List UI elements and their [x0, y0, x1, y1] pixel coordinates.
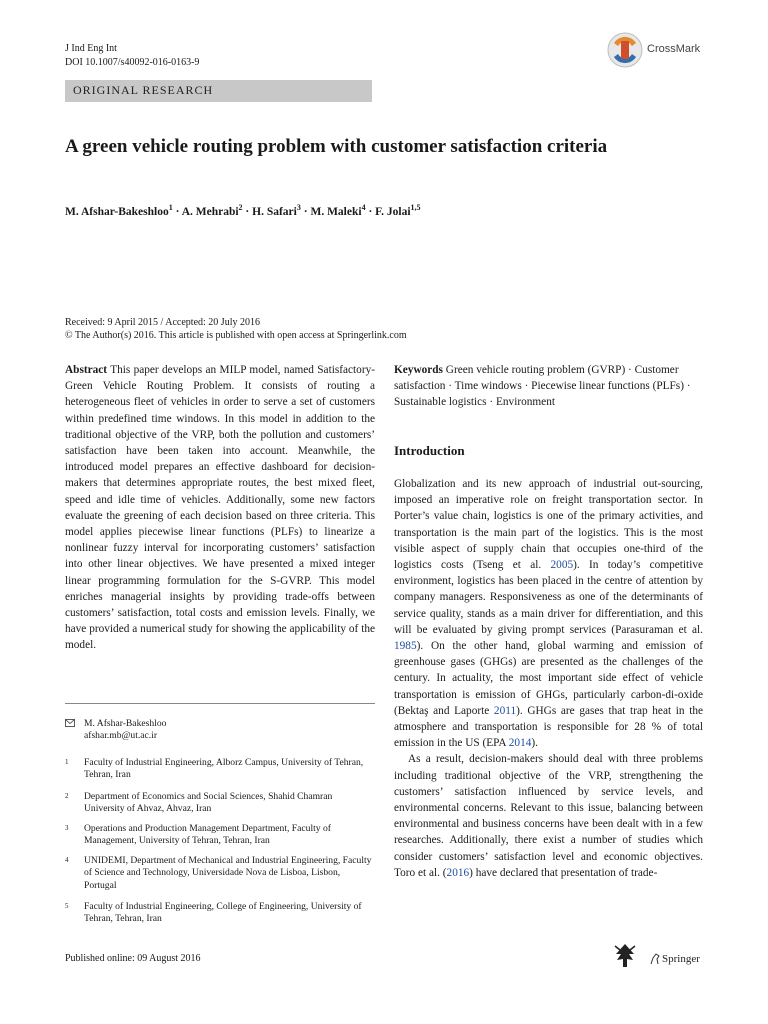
springer-wordmark: Springer: [662, 953, 700, 965]
paper-title: A green vehicle routing problem with customer satisfaction criteria: [65, 136, 608, 157]
affiliation-number: 3: [65, 824, 69, 832]
affiliation-text: Department of Economics and Social Sciences, Shahid Chamran University of Ahvaz, Ahvaz, Iran: [84, 791, 333, 815]
footnote-divider: [65, 703, 375, 704]
keyword[interactable]: Sustainable logistics: [394, 396, 487, 409]
author[interactable]: F. Jolai: [375, 205, 411, 218]
affiliation-text: Faculty of Industrial Engineering, College of Engineering, University of Tehran, Tehran, Iran: [84, 901, 362, 925]
author-affiliation: 1,5: [410, 203, 421, 212]
introduction-body: [394, 476, 703, 881]
intro-text: As a result, decision-makers should deal with three problems including traditional objective of the VRP, strengthening the customers’ satisfaction influenced by service levels, and environmental concerns. Relevant to this issue, balancing between environmental and business concerns have been dealt with in a few researches. Additionally, there exist a number of studies which consider customers’ satisfaction level and economic objectives. Toro et al. (: [394, 753, 703, 879]
author[interactable]: M. Maleki: [310, 205, 362, 218]
citation-link[interactable]: 2005: [550, 559, 574, 572]
copyright-notice: © The Author(s) 2016. This article is published with open access at Springerlink.com: [65, 330, 407, 341]
author[interactable]: M. Afshar-Bakeshloo: [65, 205, 169, 218]
affiliation-item: [65, 901, 375, 926]
affiliation-number: 4: [65, 856, 69, 864]
affiliation-number: 2: [65, 792, 69, 800]
affiliation-item: [65, 791, 375, 816]
section-label: ORIGINAL RESEARCH: [73, 83, 214, 97]
doi[interactable]: DOI 10.1007/s40092-016-0163-9: [65, 57, 200, 68]
section-label-bar: [65, 80, 372, 102]
citation-link[interactable]: 1985: [394, 640, 417, 653]
introduction-heading: Introduction: [394, 443, 465, 458]
abstract-label: Abstract: [65, 364, 108, 376]
intro-text: ). GHGs are gases that trap heat in the atmosphere and transportation is responsible for 28 % of total emission in the US (EPA: [394, 704, 703, 750]
affiliation-item: [65, 823, 375, 848]
keyword[interactable]: Green vehicle routing problem (GVRP): [445, 364, 626, 376]
author[interactable]: H. Safari: [252, 205, 297, 218]
corresponding-author: [65, 718, 375, 743]
intro-paragraph-1: [394, 476, 703, 751]
intro-text: ).: [531, 737, 538, 750]
abstract-text: This paper develops an MILP model, named Satisfactory-Green Vehicle Routing Problem. It consists of routing a heterogeneous fleet of vehicles in order to serve a set of customers within predefined time windows. In this model in addition to the traditional objective of the VRP, both the pollution and customers’ satisfaction have been taken into account. Meanwhile, the introduced model prepares an effective dashboard for decision-makers that determines appropriate routes, the best mixed fleet, speed and idle time of vehicles. Additionally, some new factors evaluate the greening of each decision based on three criteria. This model applies piecewise linear functions (PLFs) to linearize a nonlinear fuzzy interval for incorporating customers’ satisfaction into other linear objectives. We have presented a mixed integer linear programming formulation for the S-GVRP. This model enriches managerial insights by providing trade-offs between customers’ satisfaction, total costs and emission levels. Finally, we have provided a numerical study for showing the applicability of the model.: [65, 364, 375, 652]
affiliation-text: UNIDEMI, Department of Mechanical and Industrial Engineering, Faculty of Science and Technology, Universidade Nova de Lisboa, Lisbon, Portugal: [84, 855, 372, 891]
keyword[interactable]: Piecewise linear functions (PLFs): [531, 380, 684, 393]
affiliation-item: [65, 855, 375, 892]
intro-text: Globalization and its new approach of industrial out-sourcing, imposed an imperative role on freight transportation sector. In Porter’s value chain, logistics is one of the primary activities, and transportation is the main part of the logistics. This is the most visible aspect of supply chain that occupies one-third of the logistics costs (Tseng et al.: [394, 478, 703, 572]
author-affiliation: 4: [361, 203, 366, 212]
article-dates: [65, 316, 705, 342]
springer-horse-icon: [650, 953, 660, 965]
author[interactable]: A. Mehrabi: [181, 205, 239, 218]
citation-link[interactable]: 2011: [493, 704, 517, 717]
affiliation-number: 1: [65, 758, 69, 766]
intro-text: ) have declared that presentation of trade-: [469, 866, 658, 879]
springer-logo: [612, 940, 707, 974]
keywords: Keywords Green vehicle routing problem (GVRP) · Customer satisfaction · Time windows · Piecewise linear functions (PLFs) · Sustainable logistics · Environment: [394, 364, 691, 409]
published-online-date: Published online: 09 August 2016: [65, 953, 201, 964]
keyword[interactable]: Environment: [496, 396, 555, 409]
author-affiliation: 3: [296, 203, 301, 212]
affiliation-number: 5: [65, 902, 69, 910]
crossmark-icon: [607, 32, 643, 68]
intro-text: ). In today’s competitive environment, logistics has been placed in the centre of attention by company managers. Responsiveness as one of the determinants of service quality, stands as a main driver for differentiation, and this will be evaluated by giving prompt services (Parasuraman et al.: [394, 559, 703, 636]
crossmark-label: CrossMark: [647, 43, 701, 55]
author-affiliation: 2: [238, 203, 243, 212]
author-list: M. Afshar-Bakeshloo$^1$ · A. Mehrabi$^2$ · H. Safari$^3$ · M. Maleki$^4$ · F. Jolai$^{1,5}$: [65, 203, 421, 218]
keyword[interactable]: Time windows: [454, 380, 522, 393]
author-affiliation: 1: [168, 203, 173, 212]
citation-link[interactable]: 2016: [446, 866, 470, 879]
keyword[interactable]: Customer satisfaction: [394, 364, 679, 393]
crossmark-badge[interactable]: [607, 32, 717, 68]
keywords-label: Keywords: [394, 364, 443, 376]
citation-link[interactable]: 2014: [508, 737, 532, 750]
abstract: [65, 362, 375, 654]
intro-text: ). On the other hand, global warming and emission of greenhouse gases (GHGs) are presented as the challenges of the century. In actuality, the most important side effect of vehicle transportation is emission of GHGs, particularly carbon-di-oxide (Bektaş and Laporte: [394, 640, 703, 717]
corresponding-author-name: M. Afshar-Bakeshloo: [84, 718, 167, 729]
affiliation-text: Operations and Production Management Department, Faculty of Management, University of Tehran, Tehran, Iran: [84, 823, 331, 847]
affiliation-item: [65, 757, 375, 782]
envelope-icon: [65, 719, 75, 727]
affiliation-text: Faculty of Industrial Engineering, Alborz Campus, University of Tehran, Tehran, Iran: [84, 757, 364, 781]
springer-tree-icon: [612, 940, 638, 970]
journal-name: J Ind Eng Int: [65, 43, 117, 54]
corresponding-author-email[interactable]: afshar.mb@ut.ac.ir: [84, 730, 158, 742]
intro-paragraph-2: [394, 751, 703, 881]
received-accepted-dates: Received: 9 April 2015 / Accepted: 20 July 2016: [65, 317, 260, 328]
